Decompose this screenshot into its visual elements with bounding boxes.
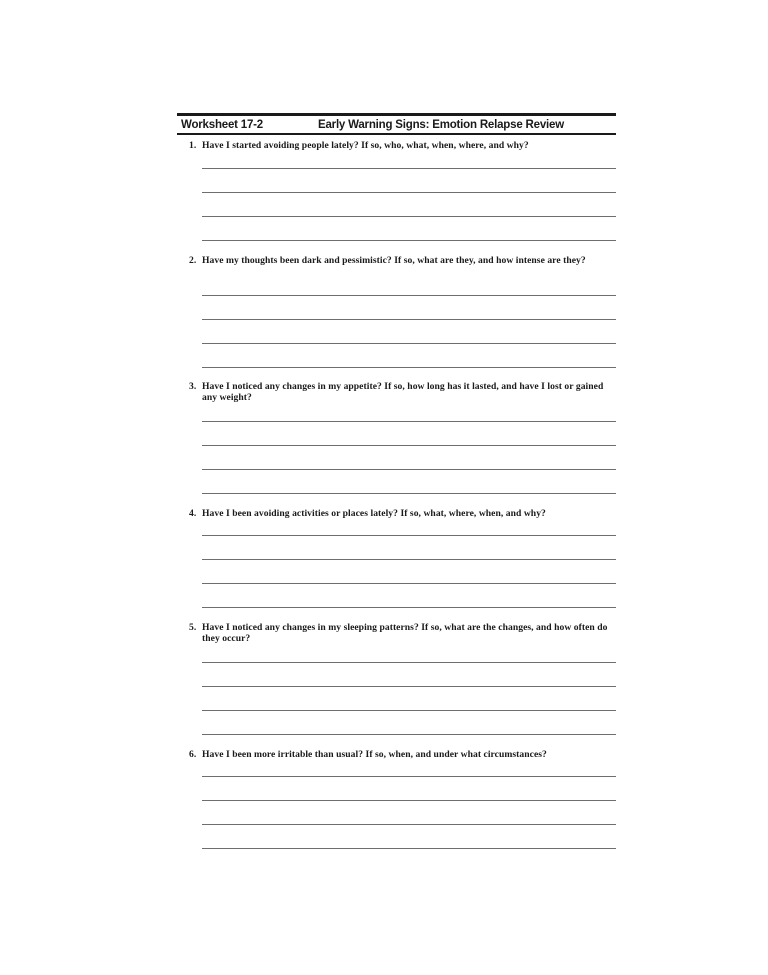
worksheet-header: [177, 117, 616, 133]
answer-line[interactable]: [202, 559, 616, 560]
answer-line[interactable]: [202, 662, 616, 663]
answer-line[interactable]: [202, 493, 616, 494]
question-number: 5.: [189, 622, 197, 633]
question-prompt: Have I been avoiding activities or places lately? If so, what, where, when, and why?: [202, 508, 546, 519]
question-number: 4.: [189, 508, 197, 519]
answer-line[interactable]: [202, 216, 616, 217]
question-number: 1.: [189, 140, 197, 151]
worksheet-id: Worksheet 17-2: [181, 119, 263, 131]
answer-line[interactable]: [202, 295, 616, 296]
question-prompt: Have I noticed any changes in my sleeping patterns? If so, what are the changes, and how often do they occur?: [202, 622, 608, 644]
answer-line[interactable]: [202, 607, 616, 608]
header-top-rule: [177, 113, 616, 116]
answer-line[interactable]: [202, 421, 616, 422]
question-number: 6.: [189, 749, 197, 760]
question-text: [189, 255, 616, 266]
question-prompt: Have I started avoiding people lately? If so, who, what, when, where, and why?: [202, 140, 529, 151]
question-prompt: Have I noticed any changes in my appetite? If so, how long has it lasted, and have I lost or gained any weight?: [202, 381, 604, 403]
answer-line[interactable]: [202, 583, 616, 584]
question-text: [189, 381, 616, 403]
worksheet-title: Early Warning Signs: Emotion Relapse Review: [318, 119, 564, 131]
question-prompt: Have my thoughts been dark and pessimistic? If so, what are they, and how intense are they?: [202, 255, 586, 266]
answer-line[interactable]: [202, 192, 616, 193]
answer-line[interactable]: [202, 343, 616, 344]
answer-line[interactable]: [202, 469, 616, 470]
question-text: [189, 749, 616, 760]
question-prompt: Have I been more irritable than usual? If so, when, and under what circumstances?: [202, 749, 547, 760]
question-text: [189, 622, 616, 644]
answer-line[interactable]: [202, 319, 616, 320]
question-number: 3.: [189, 381, 197, 392]
answer-line[interactable]: [202, 445, 616, 446]
answer-line[interactable]: [202, 776, 616, 777]
answer-line[interactable]: [202, 168, 616, 169]
answer-line[interactable]: [202, 800, 616, 801]
answer-line[interactable]: [202, 710, 616, 711]
answer-line[interactable]: [202, 686, 616, 687]
header-bottom-rule: [177, 133, 616, 135]
answer-line[interactable]: [202, 734, 616, 735]
answer-line[interactable]: [202, 824, 616, 825]
answer-line[interactable]: [202, 535, 616, 536]
answer-line[interactable]: [202, 240, 616, 241]
question-text: [189, 140, 616, 151]
answer-line[interactable]: [202, 367, 616, 368]
question-text: [189, 508, 616, 519]
answer-line[interactable]: [202, 848, 616, 849]
question-number: 2.: [189, 255, 197, 266]
